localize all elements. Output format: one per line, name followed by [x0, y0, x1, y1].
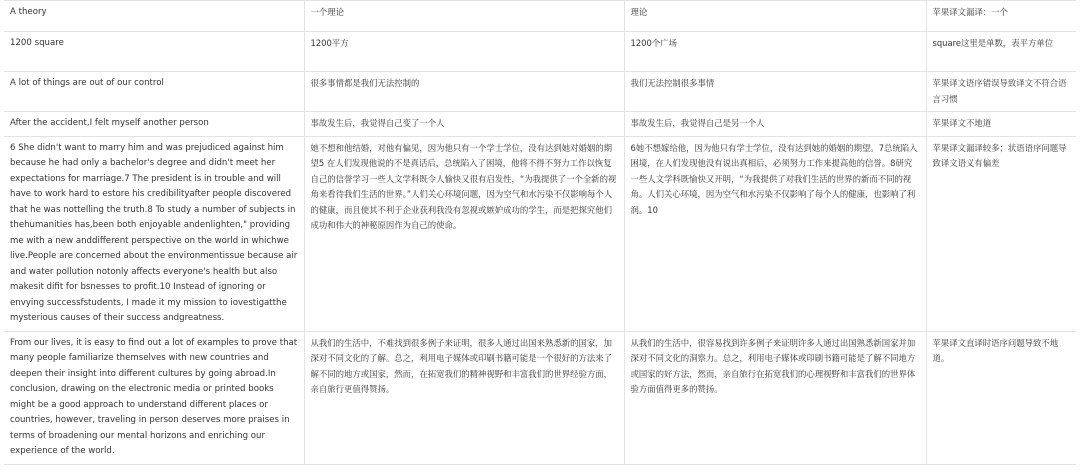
- translation-a-cell: 很多事情都是我们无法控制的: [304, 72, 624, 112]
- table-row: [4, 136, 1076, 331]
- translation-b-cell: 我们无法控制很多事情: [624, 72, 926, 112]
- source-cell: From our lives, it is easy to find out a lot of examples to prove that many people familiarize themselves with new countries and deepen their insight into different cultures by going abroad.In conclusion, drawing on the electronic media or printed books might be a good approach to understand different places or countries, however, traveling in person deserves more praises in terms of broadening our mental horizons and enriching our experience of the world.: [4, 331, 304, 464]
- source-cell: 1200 square: [4, 32, 304, 72]
- translation-a-cell: 她不想和他结婚，对他有偏见，因为他只有一个学士学位，没有达到她对婚姻的期望5 在人们发现他说的不是真话后，总统陷入了困境，他将不得不努力工作以恢复自己的信誉学习一些人文学科既令人愉快又很有启发性，“为我提供了一个全新的视角来看待我们生活的世界。”人们关心环境问题，因为空气和水污染不仅影响每个人的健康，而且使其不利于企业获利我没有忽视或嫉妒成功的学生，而是把探究他们成功和伟大的神秘原因作为自己的使命。: [304, 136, 624, 331]
- translation-b-cell: 从我们的生活中，很容易找到许多例子来证明许多人通过出国熟悉新国家并加深对不同文化的洞察力。总之，利用电子媒体或印刷书籍可能是了解不同地方或国家的好方法，然而，亲自旅行在拓宽我们的心理视野和丰富我们的世界体验方面值得更多的赞扬。: [624, 331, 926, 464]
- translation-a-cell: 1200平方: [304, 32, 624, 72]
- source-cell: A lot of things are out of our control: [4, 72, 304, 112]
- translation-b-cell: 事故发生后，我觉得自己是另一个人: [624, 112, 926, 137]
- note-cell: 苹果译文漏译：一个: [926, 1, 1076, 32]
- translation-b-cell: 理论: [624, 1, 926, 32]
- translation-a-cell: 事故发生后，我觉得自己变了一个人: [304, 112, 624, 137]
- translation-a-cell: 从我们的生活中，不难找到很多例子来证明，很多人通过出国来熟悉新的国家，加深对不同文化的了解。总之，利用电子媒体或印刷书籍可能是一个很好的方法来了解不同的地方或国家，然而，在拓宽我们的精神视野和丰富我们的世界经验方面，亲自旅行更值得赞扬。: [304, 331, 624, 464]
- translation-a-cell: 一个理论: [304, 1, 624, 32]
- translation-b-cell: 1200个广场: [624, 32, 926, 72]
- note-cell: 苹果译文漏译较多；状语语序问题导致译文语义有偏差: [926, 136, 1076, 331]
- source-cell: A theory: [4, 1, 304, 32]
- source-cell: After the accident,I felt myself another person: [4, 112, 304, 137]
- table-row: [4, 1, 1076, 32]
- translation-b-cell: 6她不想嫁给他，因为他只有学士学位，没有达到她的婚姻的期望。7总统陷入困境，在人们发现他没有说出真相后，必须努力工作来提高他的信誉。8研究一些人文学科既愉快又开明，“为我提供了对我们生活的世界的新而不同的视角。人们关心环境，因为空气和水污染不仅影响了每个人的健康，也影响了利润。10: [624, 136, 926, 331]
- table-row: [4, 331, 1076, 464]
- note-cell: square这里是单数，表平方单位: [926, 32, 1076, 72]
- note-cell: 苹果译文不地道: [926, 112, 1076, 137]
- table-row: [4, 32, 1076, 72]
- table-row: [4, 112, 1076, 137]
- note-cell: 苹果译文语序错误导致译文不符合语言习惯: [926, 72, 1076, 112]
- translation-comparison-table: [4, 0, 1076, 465]
- table-row: [4, 72, 1076, 112]
- note-cell: 苹果译文直译时语序问题导致不地道。: [926, 331, 1076, 464]
- source-cell: 6 She didn't want to marry him and was prejudiced against him because he had only a bachelor's degree and didn't meet her expectations for marriage.7 The president is in trouble and will have to work hard to estore his credibilityafter people discovered that he was nottelling the truth.8 To study a number of subjects in thehumanities has,been both enjoyable andenlighten," providing me with a new anddifferent perspective on the world in whichwe live.People are concerned about the environmentissue because air and water pollution notonly affects everyone's health but also makesit difit for bsnesses to profit.10 Instead of ignoring or envying successfstudents, I made it my mission to iovestigatthe mysterious causes of their success andgreatness.: [4, 136, 304, 331]
